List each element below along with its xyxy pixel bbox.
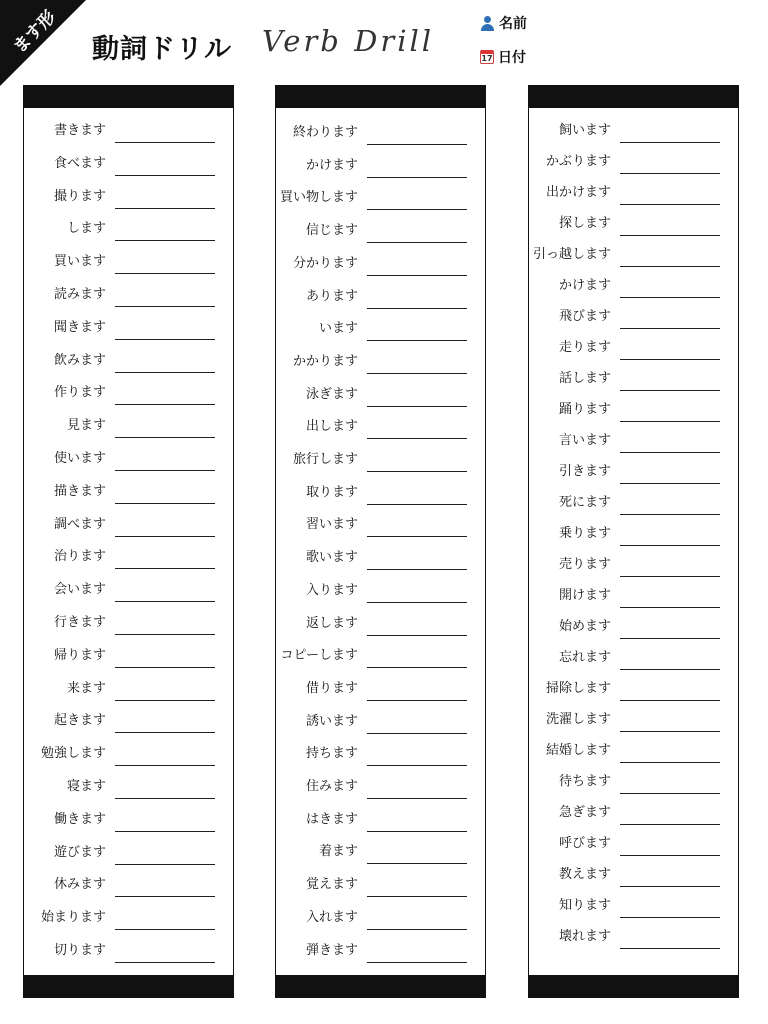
verb-label: 売ります — [558, 557, 611, 572]
verb-row — [276, 837, 485, 865]
verb-label: 結婚します — [545, 743, 611, 758]
verb-label: 描きます — [53, 483, 106, 499]
answer-blank[interactable] — [620, 607, 720, 608]
answer-blank[interactable] — [115, 306, 215, 307]
answer-blank[interactable] — [620, 297, 720, 298]
answer-blank[interactable] — [115, 372, 215, 373]
answer-blank[interactable] — [620, 886, 720, 887]
verb-row — [529, 612, 738, 640]
answer-blank[interactable] — [367, 177, 467, 178]
verb-label: 会います — [53, 582, 106, 598]
verb-row — [24, 182, 233, 210]
answer-blank[interactable] — [620, 328, 720, 329]
verb-label: かけます — [558, 278, 611, 293]
verb-row — [24, 313, 233, 341]
verb-row — [529, 581, 738, 609]
verb-row — [276, 412, 485, 440]
verb-row — [529, 519, 738, 547]
verb-row — [24, 346, 233, 374]
answer-blank[interactable] — [115, 339, 215, 340]
verb-row — [529, 798, 738, 826]
verb-row — [24, 870, 233, 898]
answer-blank[interactable] — [620, 483, 720, 484]
verb-row — [529, 891, 738, 919]
verb-row — [24, 674, 233, 702]
answer-blank[interactable] — [620, 855, 720, 856]
verb-row — [24, 214, 233, 242]
verb-label: 開けます — [558, 588, 611, 603]
verb-label: 泳ぎます — [305, 386, 358, 402]
verb-row — [529, 488, 738, 516]
answer-blank[interactable] — [115, 667, 215, 668]
answer-blank[interactable] — [367, 373, 467, 374]
answer-blank[interactable] — [367, 962, 467, 963]
verb-row — [276, 772, 485, 800]
verb-label: 歌います — [305, 550, 358, 566]
answer-blank[interactable] — [115, 601, 215, 602]
answer-blank[interactable] — [367, 340, 467, 341]
verb-label: 言います — [558, 433, 611, 448]
answer-blank[interactable] — [115, 142, 215, 143]
answer-blank[interactable] — [367, 242, 467, 243]
verb-label: 飼います — [558, 123, 611, 138]
verb-label: 入れます — [305, 909, 358, 925]
verb-label: 飛びます — [558, 309, 611, 324]
verb-label: 入ります — [305, 582, 358, 598]
verb-row — [24, 378, 233, 406]
verb-row — [276, 674, 485, 702]
column-footer-bar — [529, 975, 738, 997]
verb-label: 呼びます — [558, 836, 611, 851]
verb-row — [529, 457, 738, 485]
verb-row — [24, 477, 233, 505]
verb-label: 話します — [558, 371, 611, 386]
answer-blank[interactable] — [115, 798, 215, 799]
verb-row — [24, 280, 233, 308]
answer-blank[interactable] — [367, 733, 467, 734]
answer-blank[interactable] — [115, 470, 215, 471]
verb-label: 寝ます — [66, 779, 106, 794]
verb-row — [24, 116, 233, 144]
verb-row — [529, 178, 738, 206]
calendar-icon: 17 — [480, 50, 494, 64]
answer-blank[interactable] — [620, 824, 720, 825]
verb-label: 引っ越します — [532, 247, 611, 262]
verb-row — [24, 838, 233, 866]
verb-row — [529, 271, 738, 299]
verb-row — [276, 805, 485, 833]
verb-row — [529, 860, 738, 888]
answer-blank[interactable] — [367, 863, 467, 864]
verb-row — [529, 333, 738, 361]
verb-label: 待ちます — [558, 774, 611, 789]
verb-label: 起きます — [53, 713, 106, 729]
verb-row — [24, 608, 233, 636]
answer-blank[interactable] — [620, 390, 720, 391]
answer-blank[interactable] — [620, 514, 720, 515]
verb-label: かかります — [292, 353, 358, 369]
answer-blank[interactable] — [367, 209, 467, 210]
verb-row — [276, 903, 485, 931]
verb-row — [276, 609, 485, 637]
verb-label: 知ります — [558, 898, 611, 913]
verb-label: 治ります — [53, 549, 106, 565]
verb-label: 出します — [305, 419, 358, 435]
verb-row — [276, 870, 485, 898]
verb-column-1 — [23, 85, 234, 998]
verb-label: います — [318, 321, 358, 337]
verb-label: 見ます — [66, 418, 106, 434]
answer-blank[interactable] — [115, 962, 215, 963]
verb-row — [276, 936, 485, 964]
answer-blank[interactable] — [620, 793, 720, 794]
answer-blank[interactable] — [620, 669, 720, 670]
verb-label: 忘れます — [558, 650, 611, 665]
answer-blank[interactable] — [620, 917, 720, 918]
corner-label: ます形 — [9, 7, 60, 58]
verb-label: あります — [305, 288, 358, 304]
answer-blank[interactable] — [367, 765, 467, 766]
answer-blank[interactable] — [115, 765, 215, 766]
verb-label: 持ちます — [305, 746, 358, 762]
verb-label: 分かります — [292, 255, 358, 271]
verb-row — [276, 118, 485, 146]
verb-row — [276, 543, 485, 571]
verb-row — [529, 116, 738, 144]
verb-label: 聞きます — [53, 319, 106, 335]
verb-row — [276, 249, 485, 277]
column-header-bar — [529, 86, 738, 108]
verb-row — [276, 151, 485, 179]
verb-label: 洗濯します — [545, 712, 611, 727]
answer-blank[interactable] — [620, 452, 720, 453]
column-footer-bar — [24, 975, 233, 997]
answer-blank[interactable] — [367, 569, 467, 570]
verb-row — [529, 209, 738, 237]
verb-label: 出かけます — [545, 185, 611, 200]
verb-row — [24, 641, 233, 669]
verb-row — [24, 149, 233, 177]
verb-label: 来ます — [66, 680, 106, 696]
verb-label: 弾きます — [305, 942, 358, 958]
verb-row — [529, 767, 738, 795]
answer-blank[interactable] — [115, 273, 215, 274]
verb-row — [529, 240, 738, 268]
verb-row — [529, 674, 738, 702]
verb-row — [276, 445, 485, 473]
answer-blank[interactable] — [115, 896, 215, 897]
verb-label: 旅行します — [292, 452, 358, 467]
answer-blank[interactable] — [367, 798, 467, 799]
verb-label: 行きます — [53, 615, 106, 630]
answer-blank[interactable] — [367, 831, 467, 832]
verb-label: 買います — [53, 254, 106, 270]
answer-blank[interactable] — [115, 568, 215, 569]
verb-column-2 — [275, 85, 486, 998]
verb-row — [529, 922, 738, 950]
verb-row — [276, 183, 485, 211]
verb-row — [24, 936, 233, 964]
verb-label: 働きます — [53, 811, 106, 827]
verb-label: 誘います — [305, 713, 358, 729]
verb-label: 飲みます — [53, 352, 106, 368]
verb-row — [24, 575, 233, 603]
answer-blank[interactable] — [620, 359, 720, 360]
answer-blank[interactable] — [115, 404, 215, 405]
verb-row — [24, 903, 233, 931]
verb-row — [529, 395, 738, 423]
answer-blank[interactable] — [367, 700, 467, 701]
verb-label: 借ります — [305, 680, 358, 696]
answer-blank[interactable] — [367, 406, 467, 407]
column-header-bar — [24, 86, 233, 108]
date-label: 日付 — [498, 50, 526, 66]
verb-label: 終わります — [292, 125, 358, 140]
answer-blank[interactable] — [620, 731, 720, 732]
answer-blank[interactable] — [620, 421, 720, 422]
answer-blank[interactable] — [620, 545, 720, 546]
answer-blank[interactable] — [620, 142, 720, 143]
verb-label: はきます — [305, 811, 358, 827]
verb-row — [529, 426, 738, 454]
answer-blank[interactable] — [115, 700, 215, 701]
answer-blank[interactable] — [115, 503, 215, 504]
verb-label: 切ります — [53, 943, 106, 958]
verb-row — [276, 347, 485, 375]
verb-label: 踊ります — [558, 402, 611, 417]
verb-label: 急ぎます — [558, 805, 611, 820]
answer-blank[interactable] — [367, 471, 467, 472]
answer-blank[interactable] — [620, 576, 720, 577]
verb-label: 勉強します — [40, 746, 106, 762]
verb-row — [24, 772, 233, 800]
answer-blank[interactable] — [367, 308, 467, 309]
verb-row — [276, 478, 485, 506]
name-field — [480, 13, 527, 33]
answer-blank[interactable] — [367, 438, 467, 439]
verb-label: 覚えます — [305, 877, 358, 893]
verb-label: 返します — [305, 615, 358, 631]
verb-row — [24, 542, 233, 570]
verb-row — [24, 444, 233, 472]
verb-row — [24, 247, 233, 275]
verb-label: 撮ります — [53, 188, 106, 204]
verb-row — [24, 411, 233, 439]
answer-blank[interactable] — [620, 638, 720, 639]
verb-row — [24, 805, 233, 833]
verb-row — [276, 314, 485, 342]
column-header-bar — [276, 86, 485, 108]
answer-blank[interactable] — [115, 437, 215, 438]
verb-row — [529, 643, 738, 671]
answer-blank[interactable] — [115, 634, 215, 635]
verb-label: 掃除します — [545, 681, 611, 696]
answer-blank[interactable] — [367, 929, 467, 930]
answer-blank[interactable] — [367, 504, 467, 505]
verb-label: 書きます — [53, 123, 106, 138]
verb-label: 習います — [305, 517, 358, 533]
answer-blank[interactable] — [620, 266, 720, 267]
verb-row — [529, 829, 738, 857]
answer-blank[interactable] — [367, 275, 467, 276]
verb-label: 着ます — [318, 844, 358, 860]
verb-row — [276, 216, 485, 244]
verb-row — [276, 380, 485, 408]
verb-row — [24, 739, 233, 767]
answer-blank[interactable] — [367, 896, 467, 897]
verb-row — [276, 510, 485, 538]
verb-label: コピーします — [280, 648, 358, 664]
answer-blank[interactable] — [367, 536, 467, 537]
page-subtitle: Verb Drill — [262, 24, 435, 58]
column-footer-bar — [276, 975, 485, 997]
verb-column-3 — [528, 85, 739, 998]
verb-label: 取ります — [305, 484, 358, 500]
answer-blank[interactable] — [115, 240, 215, 241]
verb-label: 乗ります — [558, 526, 611, 541]
verb-row — [529, 705, 738, 733]
answer-blank[interactable] — [115, 208, 215, 209]
answer-blank[interactable] — [115, 732, 215, 733]
verb-row — [24, 510, 233, 538]
verb-label: 始めます — [558, 619, 611, 634]
verb-label: 使います — [53, 451, 106, 466]
verb-label: 帰ります — [53, 647, 106, 663]
answer-blank[interactable] — [367, 635, 467, 636]
answer-blank[interactable] — [620, 948, 720, 949]
answer-blank[interactable] — [115, 929, 215, 930]
answer-blank[interactable] — [367, 602, 467, 603]
verb-row — [276, 739, 485, 767]
verb-label: 作ります — [53, 385, 106, 401]
verb-label: 走ります — [558, 340, 611, 355]
verb-label: 住みます — [305, 779, 358, 794]
answer-blank[interactable] — [620, 173, 720, 174]
answer-blank[interactable] — [620, 762, 720, 763]
answer-blank[interactable] — [115, 831, 215, 832]
answer-blank[interactable] — [115, 864, 215, 865]
verb-row — [529, 302, 738, 330]
answer-blank[interactable] — [620, 204, 720, 205]
verb-label: 教えます — [558, 867, 611, 882]
verb-label: 食べます — [53, 155, 106, 171]
answer-blank[interactable] — [620, 700, 720, 701]
name-label: 名前 — [499, 16, 527, 32]
verb-row — [529, 736, 738, 764]
answer-blank[interactable] — [115, 175, 215, 176]
verb-row — [276, 641, 485, 669]
verb-label: します — [66, 221, 106, 237]
verb-label: 死にます — [558, 495, 611, 510]
verb-label: 信じます — [305, 223, 358, 239]
verb-row — [276, 576, 485, 604]
verb-label: 壊れます — [558, 929, 611, 944]
verb-row — [276, 282, 485, 310]
user-icon — [480, 16, 495, 31]
verb-label: 始まります — [40, 910, 106, 926]
verb-row — [529, 550, 738, 578]
page-title: 動詞ドリル — [92, 34, 232, 65]
verb-label: 読みます — [53, 287, 106, 302]
date-field — [480, 47, 526, 67]
verb-label: かぶります — [545, 154, 611, 169]
verb-label: 引きます — [558, 464, 611, 479]
answer-blank[interactable] — [620, 235, 720, 236]
verb-label: 買い物します — [279, 190, 358, 206]
verb-label: 探します — [558, 216, 611, 231]
answer-blank[interactable] — [367, 144, 467, 145]
verb-row — [529, 147, 738, 175]
verb-label: 遊びます — [53, 844, 106, 860]
verb-row — [529, 364, 738, 392]
verb-label: かけます — [305, 157, 358, 173]
verb-label: 休みます — [53, 877, 106, 893]
answer-blank[interactable] — [115, 536, 215, 537]
verb-label: 調べます — [53, 516, 106, 532]
verb-row — [24, 706, 233, 734]
verb-row — [276, 707, 485, 735]
answer-blank[interactable] — [367, 667, 467, 668]
